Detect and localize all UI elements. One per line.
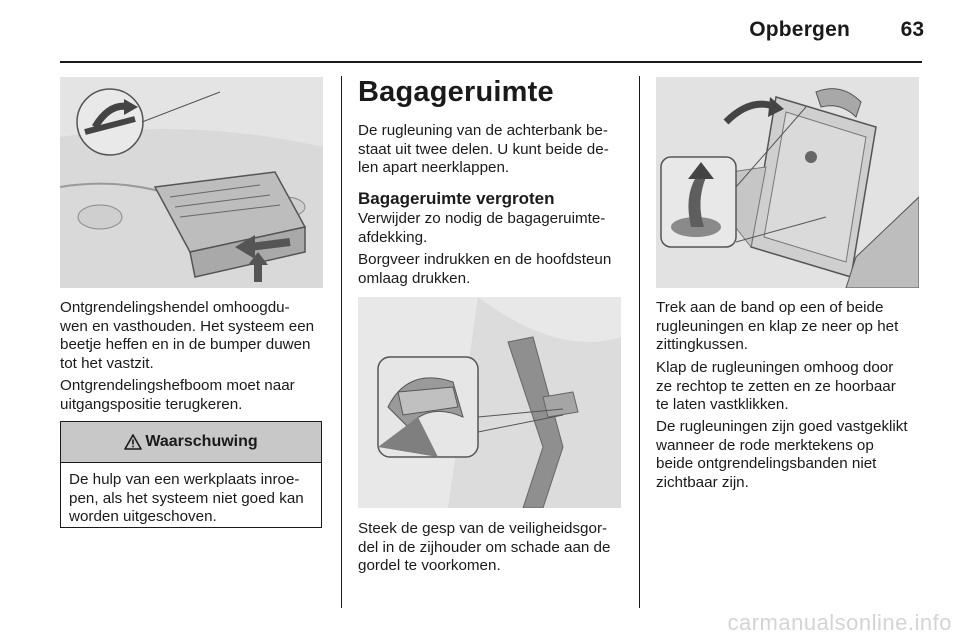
right-paragraph-3: De rugleuningen zijn goed vastgeklikt wanneer de rode merktekens op beide ontgrendelingsbanden niet zichtbaar zijn. <box>656 418 908 491</box>
middle-caption: Steek de gesp van de veiligheidsgor- del in de zijhouder om schade aan de gordel te voorkomen. <box>358 520 611 574</box>
right-paragraph-1: Trek aan de band op een of beide rugleuningen en klap ze neer op het zittingkussen. <box>656 299 899 353</box>
section-title: Bagageruimte <box>358 76 554 108</box>
figure-seatbelt-holder <box>358 297 621 508</box>
warning-triangle-icon <box>124 434 142 450</box>
page-number: 63 <box>900 18 924 41</box>
page-header-title: Opbergen <box>749 18 850 41</box>
left-paragraph-1: Ontgrendelingshendel omhoogdu- wen en vasthouden. Het systeem een beetje heffen en in de bumper duwen tot het vastzit. <box>60 299 315 372</box>
warning-title: Waarschuwing <box>145 433 258 450</box>
warning-header <box>61 422 321 463</box>
middle-paragraph-2: Borgveer indrukken en de hoofdsteun omlaag drukken. <box>358 251 612 287</box>
column-divider-left <box>341 76 342 608</box>
column-divider-right <box>639 76 640 608</box>
middle-paragraph-1: Verwijder zo nodig de bagageruimte- afdekking. <box>358 210 606 246</box>
warning-text: De hulp van een werkplaats inroe- pen, als het systeem niet goed kan worden uitgeschoven. <box>69 471 304 525</box>
warning-box <box>60 421 322 528</box>
watermark: carmanualsonline.info <box>727 610 952 635</box>
left-paragraph-2: Ontgrendelingshefboom moet naar uitgangspositie terugkeren. <box>60 377 295 413</box>
figure-bike-carrier-drawer <box>60 77 323 288</box>
subsection-title: Bagageruimte vergroten <box>358 189 555 208</box>
middle-intro: De rugleuning van de achterbank be- staat uit twee delen. U kunt beide de- len apart neerklappen. <box>358 122 609 176</box>
right-paragraph-2: Klap de rugleuningen omhoog door ze rechtop te zetten en ze hoorbaar te laten vastklikken. <box>656 359 896 413</box>
header-rule <box>60 61 922 63</box>
figure-seatback-release <box>656 77 919 288</box>
